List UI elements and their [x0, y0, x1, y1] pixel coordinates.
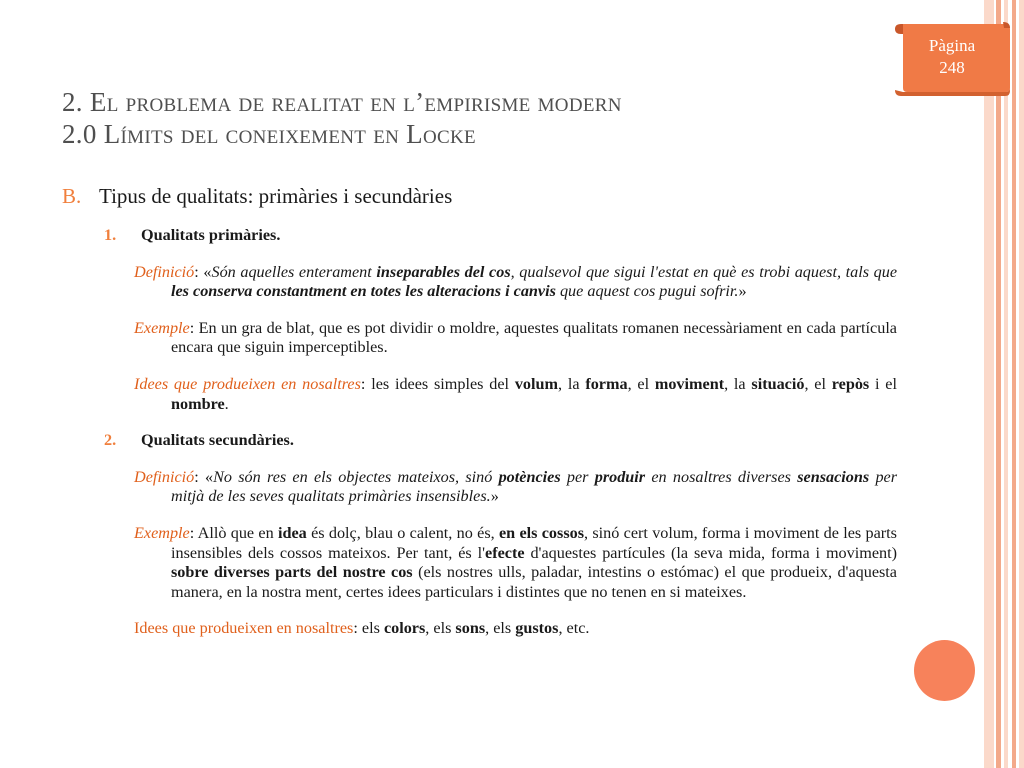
- decor-stripe-4: [1012, 0, 1016, 768]
- secondary-ideas: [134, 619, 897, 639]
- primary-idees-b6: nombre: [171, 394, 225, 413]
- primary-def-t4: que aquest cos pugui sofrir.: [555, 282, 739, 301]
- secondary-def-label: Definició: [134, 467, 195, 486]
- secondary-ex-t3: , sinó cert volum, forma i moviment de les parts insensibles dels cossos mateixos. Per tant, és l': [171, 523, 897, 562]
- secondary-idees-t1: : els: [353, 619, 384, 638]
- decor-circle: [914, 640, 975, 701]
- secondary-ex-t5: (els nostres ulls, paladar, intestins o estómac) el que produeix, d'aquesta manera, en la nostra ment, certes idees particulars i distintes que no tenen en si mateixes.: [171, 563, 897, 601]
- title-line-1: 2. El problema de realitat en l’empirisme modern: [62, 87, 622, 117]
- decor-stripe-1: [984, 0, 994, 768]
- primary-def-t1: «: [203, 262, 212, 281]
- secondary-def-b3: sensacions: [797, 467, 870, 486]
- primary-def-label: Definició: [134, 262, 195, 281]
- section-heading-text: Tipus de qualitats: primàries i secundàries: [99, 184, 453, 208]
- primary-idees-label: Idees que produeixen en nosaltres: [134, 374, 361, 393]
- primary-idees-b3: moviment: [654, 374, 725, 393]
- section-marker: B.: [62, 184, 82, 208]
- secondary-ex-b2: en els cossos: [498, 523, 585, 542]
- primary-def-t0: :: [194, 262, 204, 281]
- content-body: [104, 226, 897, 656]
- primary-def-t5: »: [738, 282, 747, 301]
- secondary-def-b1: potències: [498, 467, 561, 486]
- section-heading: [62, 183, 452, 209]
- primary-heading: [104, 226, 897, 246]
- primary-idees-t4: , la: [724, 374, 752, 393]
- secondary-def-b2: produir: [594, 467, 646, 486]
- primary-number: 1.: [104, 226, 117, 244]
- secondary-idees-t4: , etc.: [558, 619, 590, 638]
- primary-def-t3: , qualsevol que sigui l'estat en què es trobi aquest, tals que: [510, 262, 898, 281]
- secondary-idees-t3: , els: [485, 619, 516, 638]
- primary-idees-t2: , la: [558, 374, 586, 393]
- decor-stripe-3: [1004, 0, 1008, 768]
- secondary-example: [134, 524, 897, 602]
- primary-idees-t3: , el: [627, 374, 655, 393]
- primary-heading-text: Qualitats primàries.: [141, 226, 281, 244]
- secondary-def-t5: per mitjà de les seves qualitats primàries insensibles.: [171, 467, 898, 506]
- secondary-ex-t4: d'aquestes partícules (la seva mida, forma i moviment): [524, 543, 897, 562]
- secondary-number: 2.: [104, 431, 117, 450]
- primary-definition: [134, 263, 897, 302]
- secondary-definition: [134, 468, 897, 507]
- decor-stripe-2: [996, 0, 1001, 768]
- secondary-def-t2: No són res en els objectes mateixos, sinó: [213, 467, 499, 486]
- page-title: [62, 86, 622, 150]
- primary-idees-t6: i el: [869, 374, 897, 393]
- secondary-idees-b3: gustos: [515, 619, 559, 638]
- secondary-ex-b3: efecte: [485, 543, 525, 562]
- secondary-ex-label: Exemple: [134, 523, 190, 542]
- primary-idees-t7: .: [224, 394, 229, 413]
- primary-idees-t1: : les idees simples del: [360, 374, 515, 393]
- decor-stripe-5: [1019, 0, 1024, 768]
- secondary-ex-b1: idea: [277, 523, 307, 542]
- primary-ex-label: Exemple: [134, 318, 190, 337]
- title-line-2: 2.0 Límits del coneixement en Locke: [62, 119, 476, 149]
- primary-def-b1: inseparables del cos: [376, 262, 511, 281]
- secondary-idees-label: Idees que produeixen en nosaltres: [134, 619, 354, 638]
- page-number: 248: [939, 58, 965, 77]
- primary-idees-t5: , el: [804, 374, 832, 393]
- primary-example: [134, 319, 897, 358]
- primary-idees-b1: volum: [514, 374, 559, 393]
- page-number-badge: [893, 18, 1011, 96]
- primary-ex-text: : En un gra de blat, que es pot dividir o moldre, aquestes qualitats romanen necessàriament en cada partícula encara que siguin imperceptibles.: [171, 318, 897, 357]
- secondary-ex-t1: : Allò que en: [189, 523, 278, 542]
- primary-def-t2: Són aquelles enterament: [211, 262, 377, 281]
- primary-idees-b4: situació: [751, 374, 805, 393]
- secondary-idees-t2: , els: [425, 619, 456, 638]
- primary-idees-b5: repòs: [831, 374, 870, 393]
- secondary-heading-text: Qualitats secundàries.: [141, 431, 294, 450]
- secondary-def-t4: en nosaltres diverses: [645, 467, 798, 486]
- secondary-ex-t2: és dolç, blau o calent, no és,: [306, 523, 499, 542]
- primary-def-b2: les conserva constantment en totes les alteracions i canvis: [171, 282, 556, 301]
- secondary-def-t1: : «: [194, 467, 214, 486]
- secondary-ex-b4: sobre diverses parts del nostre cos: [171, 563, 413, 582]
- secondary-idees-b1: colors: [383, 619, 426, 638]
- secondary-def-t3: per: [560, 467, 595, 486]
- page-number-text: [893, 35, 1011, 79]
- primary-ideas: [134, 375, 897, 414]
- secondary-heading: [104, 431, 897, 451]
- primary-idees-b2: forma: [585, 374, 628, 393]
- secondary-idees-b2: sons: [455, 619, 486, 638]
- secondary-def-t6: »: [490, 487, 499, 506]
- page-label: Pàgina: [928, 36, 976, 55]
